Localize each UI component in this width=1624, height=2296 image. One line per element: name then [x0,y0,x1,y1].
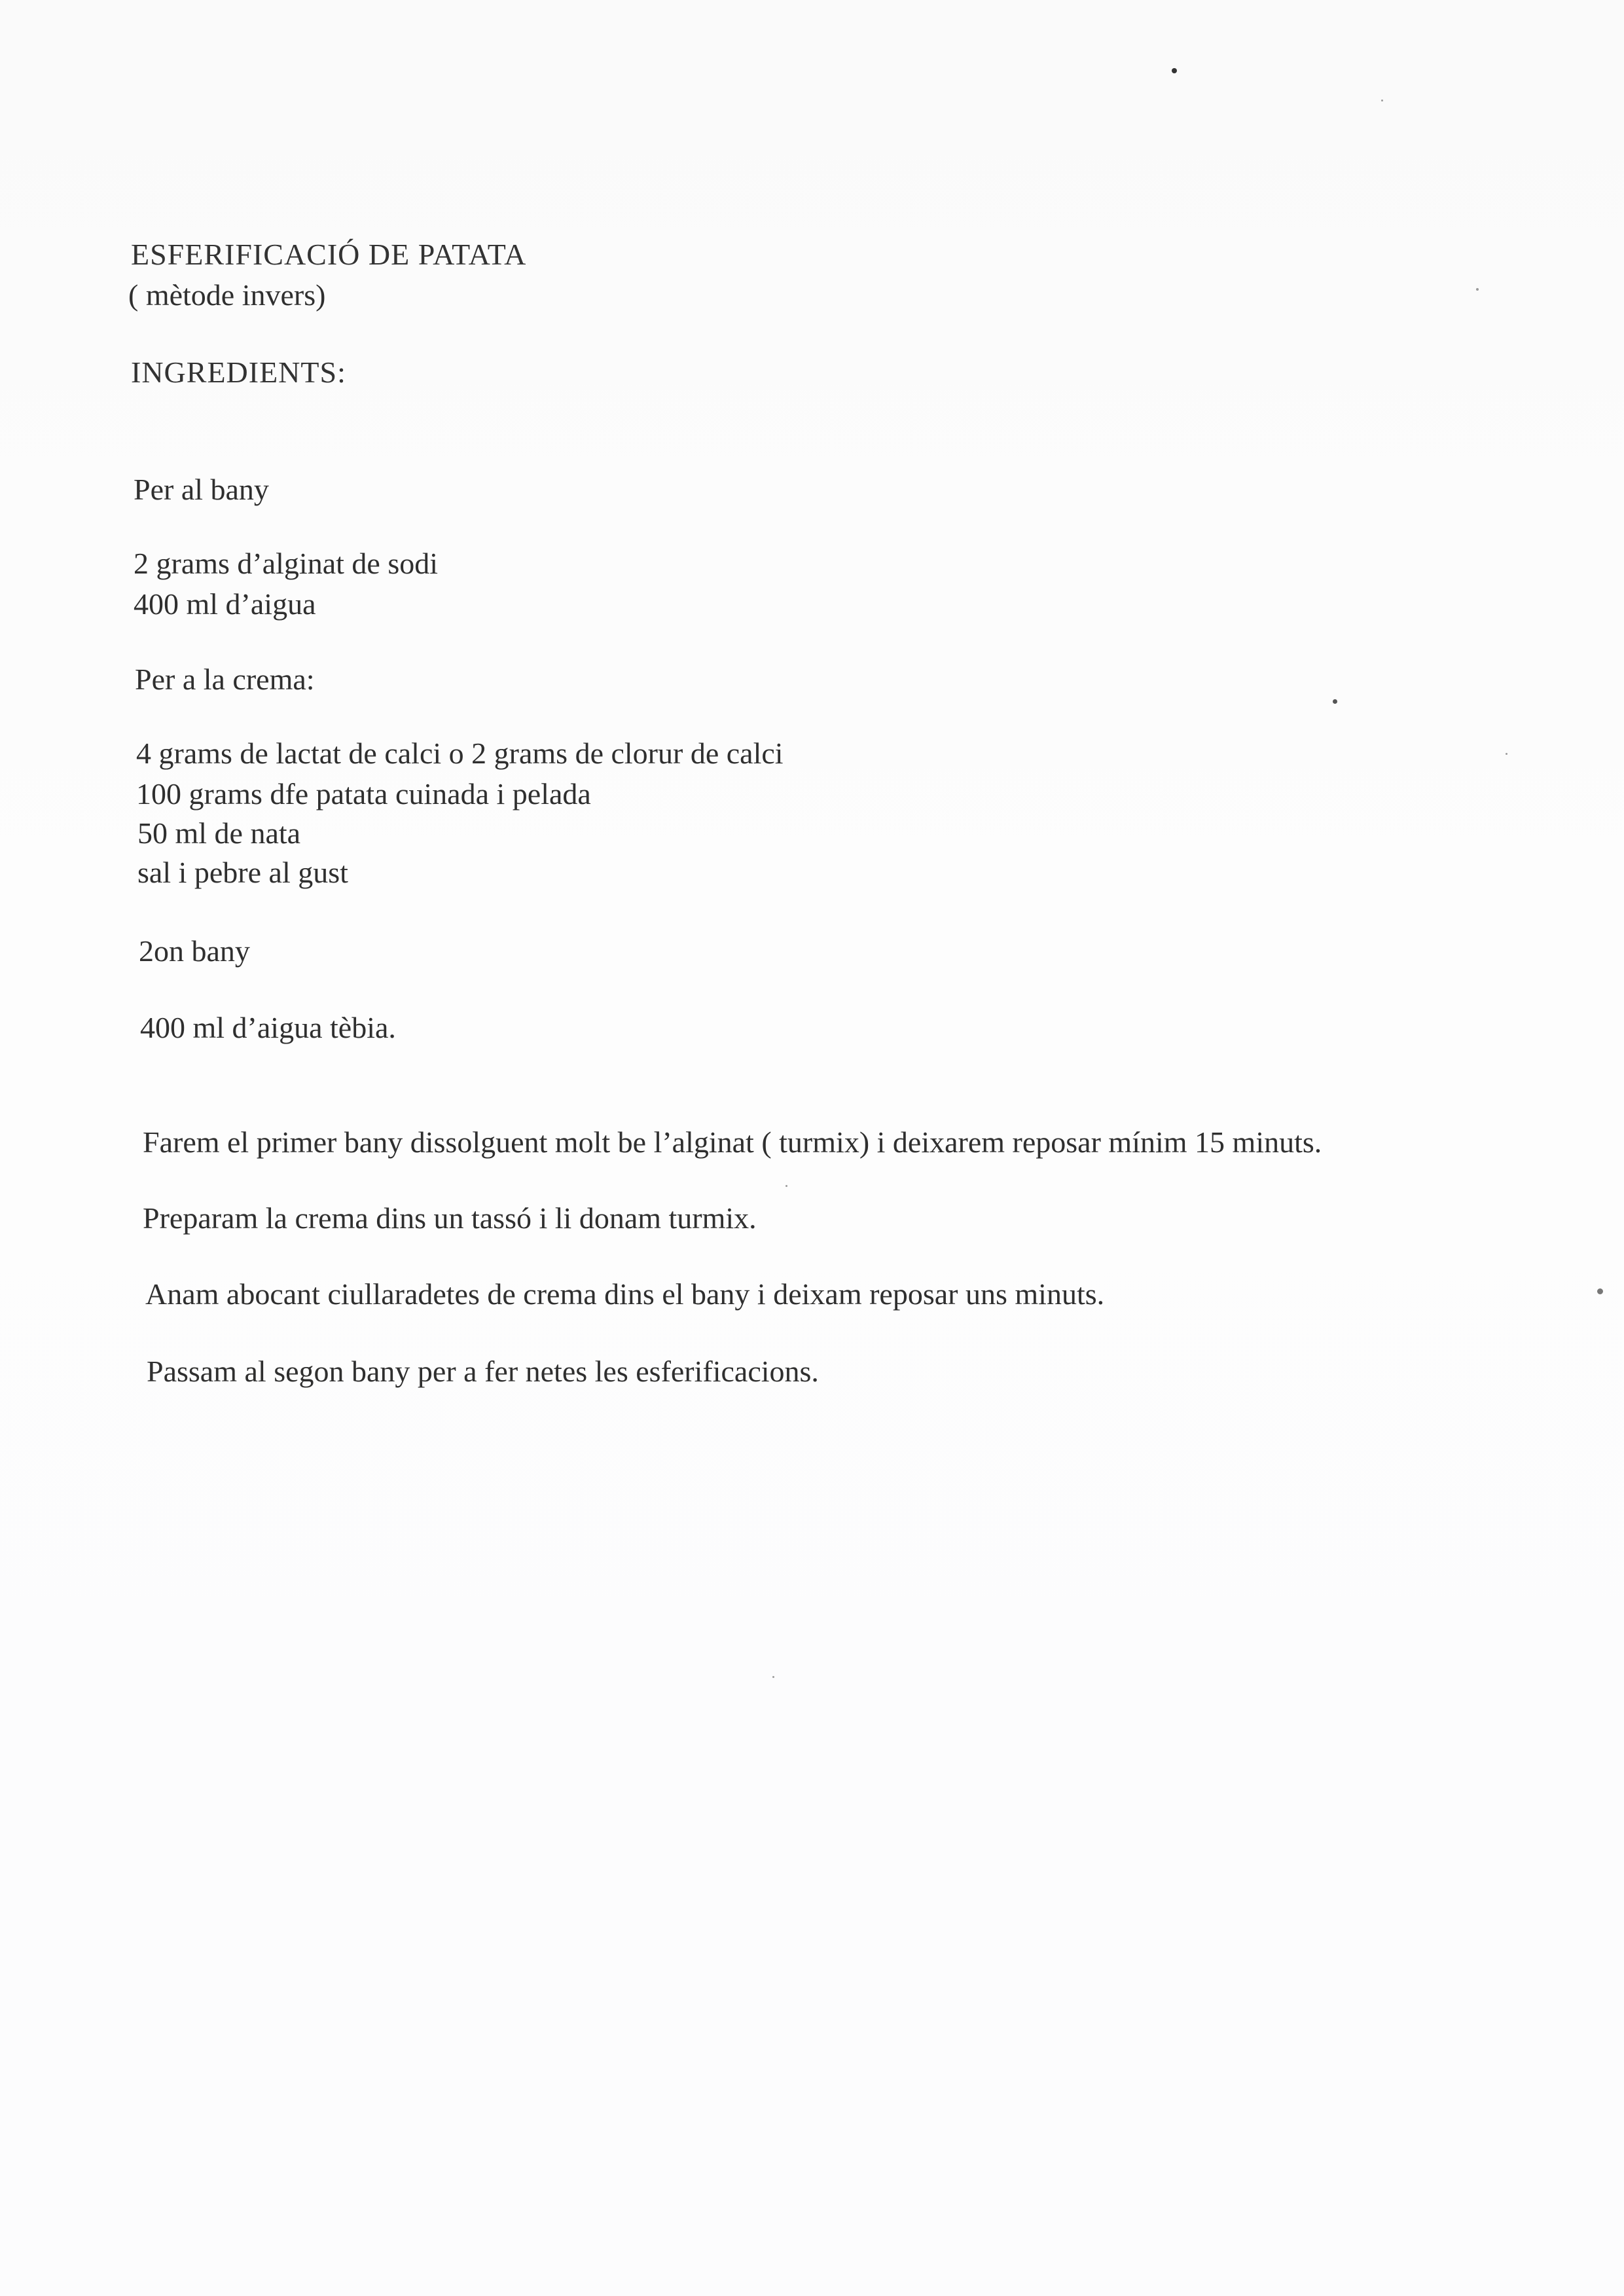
method-step: Farem el primer bany dissolguent molt be l’alginat ( turmix) i deixarem reposar mínim 15 minuts. [143,1125,1322,1159]
cream-item: 50 ml de nata [137,816,301,850]
bath2-item: 400 ml d’aigua tèbia. [140,1011,396,1044]
bath2-heading: 2on bany [139,934,250,968]
scan-speck [772,1676,774,1678]
cream-heading: Per a la crema: [135,663,315,696]
method-step: Preparam la crema dins un tassó i li donam turmix. [143,1201,757,1235]
scan-speck [1172,68,1177,73]
ingredients-heading: INGREDIENTS: [131,355,346,389]
scan-speck [1597,1288,1603,1294]
scan-speck [1333,699,1337,704]
bath1-item: 2 grams d’alginat de sodi [134,547,439,580]
scan-speck [1506,753,1507,755]
method-step: Anam abocant ciullaradetes de crema dins el bany i deixam reposar uns minuts. [145,1277,1105,1311]
scan-speck [785,1185,787,1187]
bath1-item: 400 ml d’aigua [134,587,316,621]
recipe-subtitle: ( mètode invers) [128,278,326,312]
bath1-heading: Per al bany [134,473,269,506]
method-step: Passam al segon bany per a fer netes les esferificacions. [147,1355,819,1388]
cream-item: sal i pebre al gust [137,856,348,889]
cream-item: 100 grams dfe patata cuinada i pelada [136,777,591,811]
cream-item: 4 grams de lactat de calci o 2 grams de clorur de calci [136,737,784,770]
scan-speck [1381,100,1383,101]
recipe-title: ESFERIFICACIÓ DE PATATA [131,238,527,271]
scan-speck [1476,288,1479,291]
